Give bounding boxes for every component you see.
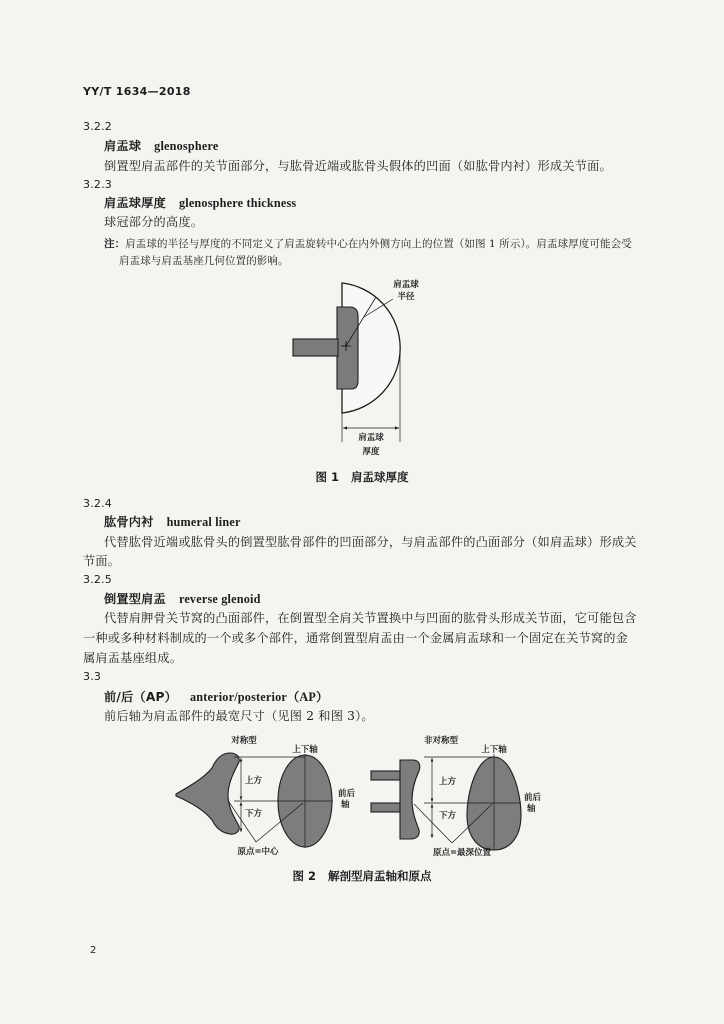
definition-line: 倒置型肩盂部件的关节面部分，与肱骨近端或肱骨头假体的凹面（如肱骨内衬）形成关节面。 [104,159,612,173]
asymmetric-glenoid-group [371,735,542,858]
definition-line: 代替肩胛骨关节窝的凸面部件，在倒置型全肩关节置换中与凹面的肱骨头形成关节面，它可能包含 [104,611,637,625]
asymmetric-glenoid-peg-upper [371,771,401,780]
term-chinese: 肱骨内衬 [104,515,154,529]
asymmetric-glenoid-side-profile [400,760,420,839]
definition-line: 前后轴为肩盂部件的最宽尺寸（见图 2 和图 3）。 [104,709,374,723]
definition-line: 一种或多种材料制成的一个或多个部件，通常倒置型肩盂由一个金属肩盂球和一个固定在关节窝的金 [83,631,629,645]
baseplate-plate [337,307,358,389]
baseplate-stem [293,339,338,356]
term-chinese: 前/后（AP） [104,690,177,704]
asymmetric-origin-leader-left [414,804,452,843]
definition-line: 属肩盂基座组成。 [83,651,183,665]
figure-1-caption [232,469,492,485]
term-english: anterior/posterior（AP） [189,690,329,704]
term-chinese: 肩盂球 [104,139,142,153]
asymmetric-inferior-label: 下方 [439,811,457,821]
term-heading-glenosphere-thickness [104,195,296,211]
clause-number-3-3: 3.3 [83,670,102,683]
note-line [104,237,632,251]
asymmetric-glenoid-peg-lower [371,803,401,812]
clause-number-3-2-2: 3.2.2 [83,120,112,133]
figure-1-diagram [280,272,450,462]
symmetric-superior-label: 上方 [245,776,263,786]
term-heading-glenosphere [104,138,218,154]
note-line: 肩盂球与肩盂基座几何位置的影响。 [119,255,289,267]
symmetric-type-label: 对称型 [231,736,257,746]
caption-title: 肩盂球厚度 [351,470,409,484]
term-english: humeral liner [166,515,241,529]
radius-label-line2: 半径 [397,292,415,302]
term-chinese: 倒置型肩盂 [104,592,166,606]
caption-number: 图 2 [292,869,316,883]
clause-number-3-2-4: 3.2.4 [83,497,112,510]
symmetric-inferior-label: 下方 [245,809,263,819]
definition-line: 代替肱骨近端或肱骨头的倒置型肱骨部件的凹面部分，与肩盂部件的凸面部分（如肩盂球）形成关 [104,535,637,549]
asymmetric-si-axis-label: 上下轴 [481,745,507,755]
standard-number-header: YY/T 1634—2018 [83,85,191,98]
asymmetric-type-label: 非对称型 [423,736,459,746]
symmetric-si-axis-label: 上下轴 [292,745,318,755]
caption-number: 图 1 [315,470,339,484]
term-heading-humeral-liner [104,514,241,530]
definition-line: 节面。 [83,554,121,568]
symmetric-origin-label: 原点=中心 [237,847,279,857]
term-chinese: 肩盂球厚度 [104,196,166,210]
asymmetric-superior-label: 上方 [439,777,457,787]
symmetric-ap-axis-label-line1: 前后 [338,789,356,799]
term-heading-reverse-glenoid [104,591,261,607]
asymmetric-ap-axis-label-line1: 前后 [524,793,542,803]
figure-2-caption [232,868,492,884]
symmetric-glenoid-side-profile [176,753,239,834]
clause-number-3-2-3: 3.2.3 [83,178,112,191]
asymmetric-ap-axis-label-line2: 轴 [527,804,536,814]
note-label: 注： [104,238,126,250]
radius-label-line1: 肩盂球 [393,280,419,290]
asymmetric-origin-label: 原点=最深位置 [432,848,492,858]
symmetric-glenoid-group [176,735,356,857]
page-number: 2 [90,945,97,956]
thickness-label-line2: 厚度 [362,447,380,457]
note-text: 肩盂球的半径与厚度的不同定义了肩盂旋转中心在内外侧方向上的位置（如图 1 所示）。肩盂球厚度可能会受 [125,238,632,250]
thickness-label-line1: 肩盂球 [358,433,384,443]
term-english: reverse glenoid [178,592,261,606]
definition-line: 球冠部分的高度。 [104,215,204,229]
clause-number-3-2-5: 3.2.5 [83,573,112,586]
term-english: glenosphere [154,139,219,153]
term-heading-anterior-posterior [104,689,328,705]
symmetric-ap-axis-label-line2: 轴 [341,800,350,810]
term-english: glenosphere thickness [178,196,297,210]
figure-2-diagram [160,730,560,860]
caption-title: 解剖型肩盂轴和原点 [328,869,432,883]
